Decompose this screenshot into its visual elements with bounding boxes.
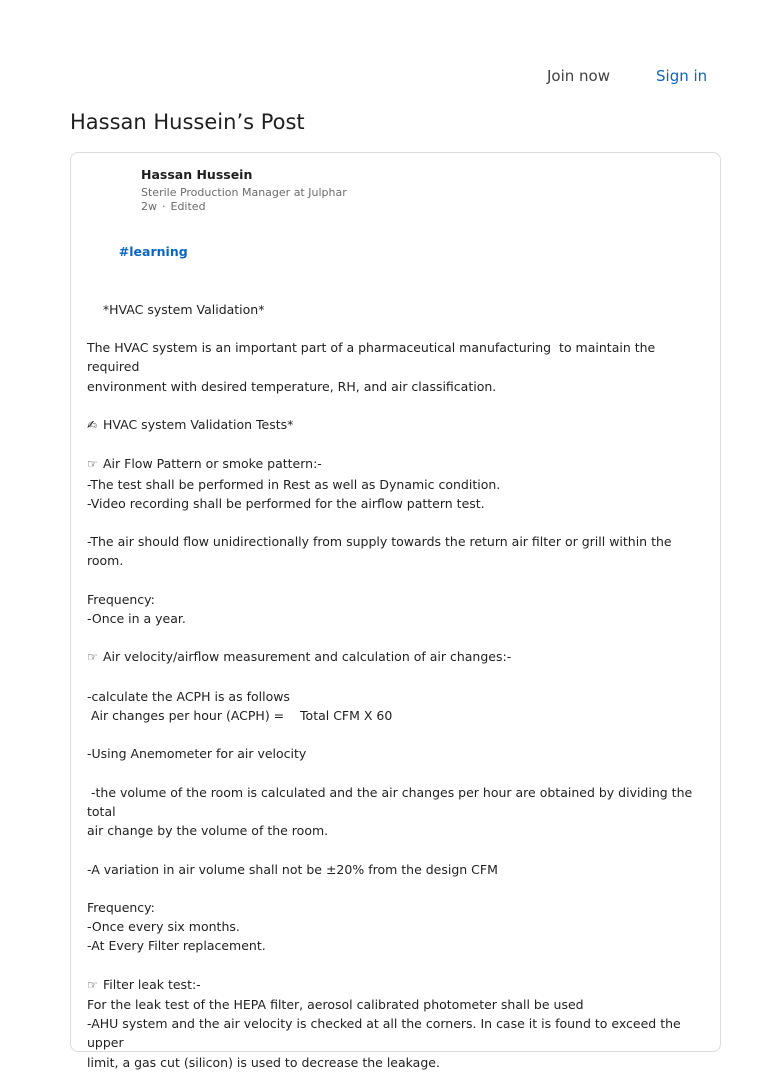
- post-line: air change by the volume of the room.: [87, 823, 329, 839]
- join-now-button[interactable]: Join now: [547, 67, 610, 85]
- top-nav: [0, 64, 768, 90]
- blank-line: [87, 281, 707, 300]
- blank-line: [87, 668, 707, 687]
- post-line: limit, a gas cut (silicon) is used to decrease the leakage.: [87, 1054, 440, 1070]
- post-line: -the volume of the room is calculated and the air changes per hour are obtained by dividing the total: [87, 784, 697, 819]
- post-line: -calculate the ACPH is as follows: [87, 688, 290, 704]
- post-line: environment with desired temperature, RH, and air classification.: [87, 378, 497, 394]
- blank-line: [87, 435, 707, 454]
- post-line: -Using Anemometer for air velocity: [87, 746, 307, 762]
- hashtag-line: [87, 223, 707, 281]
- post-line: *HVAC system Validation*: [87, 301, 265, 317]
- post-line: Air changes per hour (ACPH) = Total CFM X 60: [87, 707, 393, 723]
- author-headline: Sterile Production Manager at Julphar: [141, 186, 347, 199]
- post-line-text: Air velocity/airflow measurement and calculation of air changes:-: [103, 649, 512, 665]
- author-name[interactable]: Hassan Hussein: [141, 167, 253, 182]
- blank-line: [87, 840, 707, 859]
- pointing-hand-icon: ☞: [87, 977, 98, 992]
- avatar[interactable]: [87, 167, 135, 215]
- post-line: For the leak test of the HEPA filter, aerosol calibrated photometer shall be used: [87, 996, 584, 1012]
- post-meta: [141, 200, 206, 213]
- blank-line: [87, 319, 707, 338]
- post-line: Frequency:: [87, 591, 155, 607]
- post-line: -AHU system and the air velocity is checked at all the corners. In case it is found to exceed the upper: [87, 1016, 685, 1051]
- pointing-hand-icon: ☞: [87, 457, 98, 472]
- post-card: [70, 152, 721, 1070]
- post-body: [87, 223, 707, 1072]
- post-line: -Video recording shall be performed for the airflow pattern test.: [87, 495, 485, 511]
- post-line-text: HVAC system Validation Tests*: [103, 416, 294, 432]
- post-line-text: Air Flow Pattern or smoke pattern:-: [103, 456, 322, 472]
- blank-line: [87, 513, 707, 532]
- post-line: -At Every Filter replacement.: [87, 938, 266, 954]
- blank-line: [87, 879, 707, 898]
- post-text: [87, 281, 707, 1072]
- post-heading-line: [87, 415, 707, 435]
- post-heading-line: [87, 647, 707, 667]
- blank-line: [87, 628, 707, 647]
- post-line-text: Filter leak test:-: [103, 976, 201, 992]
- post-time: 2w: [141, 200, 157, 213]
- page-title: Hassan Hussein’s Post: [70, 110, 305, 134]
- writing-hand-icon: ✍: [87, 417, 98, 432]
- post-line: -Once in a year.: [87, 610, 186, 626]
- post-line: -The air should flow unidirectionally from supply towards the return air filter or grill within the room.: [87, 534, 676, 569]
- pointing-hand-icon: ☞: [87, 650, 98, 665]
- hashtag-link[interactable]: #learning: [118, 244, 188, 260]
- post-line: Frequency:: [87, 899, 155, 915]
- blank-line: [87, 956, 707, 975]
- blank-line: [87, 396, 707, 415]
- post-line: -The test shall be performed in Rest as well as Dynamic condition.: [87, 476, 501, 492]
- post-heading-line: [87, 454, 707, 474]
- blank-line: [87, 725, 707, 744]
- post-line: -A variation in air volume shall not be ±20% from the design CFM: [87, 861, 498, 877]
- post-line: -Once every six months.: [87, 919, 240, 935]
- sign-in-button[interactable]: Sign in: [656, 67, 708, 85]
- blank-line: [87, 571, 707, 590]
- post-line: The HVAC system is an important part of a pharmaceutical manufacturing to maintain the required: [87, 340, 660, 375]
- blank-line: [87, 764, 707, 783]
- meta-separator: ·: [162, 200, 166, 213]
- post-heading-line: [87, 975, 707, 995]
- edited-label: Edited: [170, 200, 206, 213]
